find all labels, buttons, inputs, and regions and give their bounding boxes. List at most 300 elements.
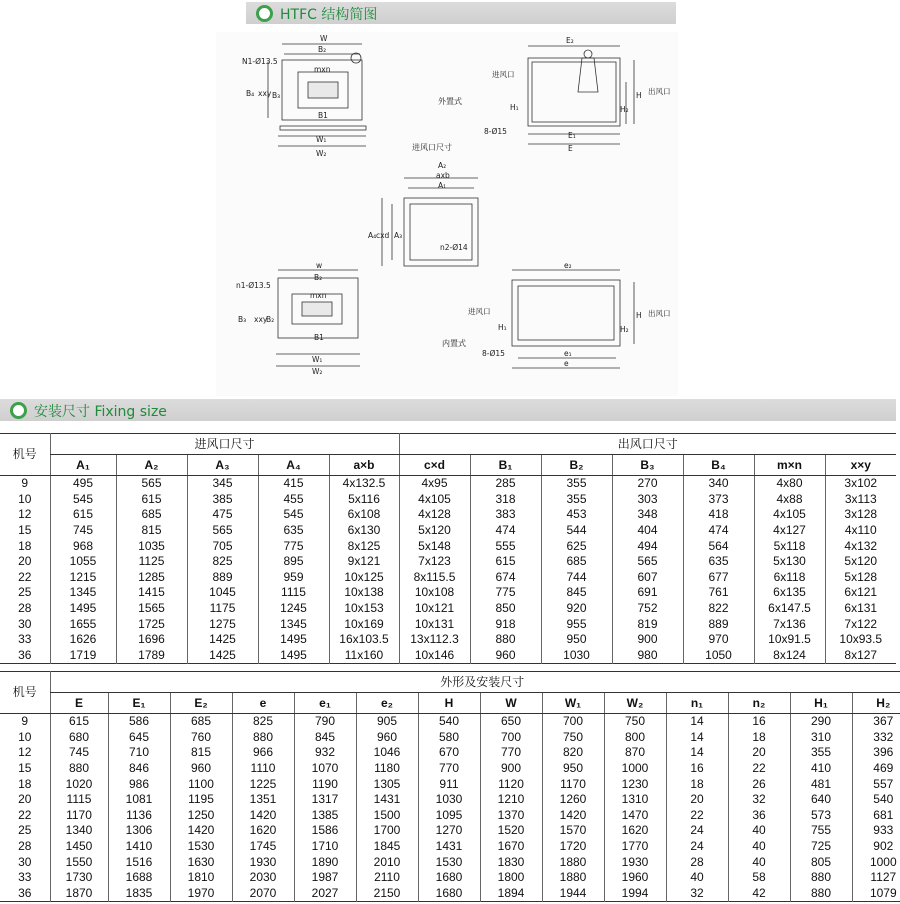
table-cell: 1045 (187, 585, 258, 601)
table-cell: 1345 (50, 585, 116, 601)
table-cell: 615 (50, 507, 116, 523)
table-cell: 932 (294, 745, 356, 761)
table-cell: 911 (418, 776, 480, 792)
table-cell: 970 (683, 632, 754, 648)
table-cell: 1565 (116, 601, 187, 617)
table-cell: 1120 (480, 776, 542, 792)
table-cell: 540 (418, 714, 480, 730)
table-cell: 565 (116, 476, 187, 492)
table-cell: 8x127 (825, 648, 896, 664)
table-cell: 1385 (294, 808, 356, 824)
dim-B2-inner: B₂ (314, 273, 323, 282)
col-header: H₂ (852, 693, 900, 714)
dim-H: H (636, 91, 642, 100)
table-cell: 1136 (108, 808, 170, 824)
table-cell: 6x147.5 (754, 601, 825, 617)
table-cell: 16 (666, 761, 728, 777)
col-header: E₂ (170, 693, 232, 714)
table-cell: 1420 (542, 808, 604, 824)
table-cell: 761 (683, 585, 754, 601)
table-cell: 1570 (542, 823, 604, 839)
table-cell: 1420 (170, 823, 232, 839)
table-cell: 355 (790, 745, 852, 761)
table-row (0, 792, 900, 808)
table-cell: 986 (108, 776, 170, 792)
machine-no-cell: 9 (21, 714, 29, 729)
table-cell: 10x121 (399, 601, 470, 617)
table-cell: 1210 (480, 792, 542, 808)
table-cell: 1930 (232, 854, 294, 870)
table-cell: 1190 (294, 776, 356, 792)
table-cell: 635 (683, 554, 754, 570)
table-cell: 625 (541, 538, 612, 554)
table-cell: 1180 (356, 761, 418, 777)
table-cell: 10x153 (329, 601, 399, 617)
table-cell: 775 (258, 538, 329, 554)
table-cell: 1994 (604, 886, 666, 902)
table-cell: 13x112.3 (399, 632, 470, 648)
circle-bullet-icon (10, 402, 27, 419)
col-header: W₂ (604, 693, 666, 714)
table-cell: 1170 (50, 808, 108, 824)
table-cell: 7x123 (399, 554, 470, 570)
table-cell: 960 (170, 761, 232, 777)
dim-B4: B₄ (246, 89, 255, 98)
machine-no-cell: 33 (18, 870, 32, 885)
table-cell: 2010 (356, 854, 418, 870)
table-cell: 725 (790, 839, 852, 855)
dim-axb: axb (436, 171, 450, 180)
table-cell: 8x125 (329, 538, 399, 554)
table-cell: 6x121 (825, 585, 896, 601)
dim-W1: W₁ (316, 135, 327, 144)
table-cell: 880 (50, 761, 108, 777)
table-cell: 1719 (50, 648, 116, 664)
dim-H1: H₁ (510, 103, 519, 112)
table-cell: 6x135 (754, 585, 825, 601)
table-cell: 1431 (418, 839, 480, 855)
table-cell: 1720 (542, 839, 604, 855)
table-cell: 1115 (258, 585, 329, 601)
table-cell: 1960 (604, 870, 666, 886)
table-cell: 270 (612, 476, 683, 492)
table-cell: 1830 (480, 854, 542, 870)
table-cell: 744 (541, 570, 612, 586)
table-cell: 564 (683, 538, 754, 554)
col-header: c×d (399, 455, 470, 476)
table-cell: 615 (50, 714, 108, 730)
table-cell: 1306 (108, 823, 170, 839)
table-cell: 8x115.5 (399, 570, 470, 586)
table-cell: 1835 (108, 886, 170, 902)
table-cell: 2030 (232, 870, 294, 886)
table-cell: 16x103.5 (329, 632, 399, 648)
table-cell: 2150 (356, 886, 418, 902)
table-cell: 790 (294, 714, 356, 730)
table-cell: 565 (612, 554, 683, 570)
table-cell: 700 (480, 730, 542, 746)
label-inlet-inner: 进风口 (468, 307, 491, 316)
col-header: H (418, 693, 480, 714)
table-cell: 825 (232, 714, 294, 730)
dim-W1-inner: W₁ (312, 355, 323, 364)
col-header: x×y (825, 455, 896, 476)
table-cell: 1425 (187, 648, 258, 664)
table-cell: 846 (108, 761, 170, 777)
table-row (0, 886, 900, 902)
table-cell: 4x88 (754, 492, 825, 508)
col-header: W (480, 693, 542, 714)
table-cell: 966 (232, 745, 294, 761)
caption-external: 外置式 (438, 97, 462, 106)
machine-no-cell: 20 (18, 792, 32, 807)
table-cell: 14 (666, 745, 728, 761)
table-cell: 24 (666, 823, 728, 839)
table-cell: 1030 (541, 648, 612, 664)
table-cell: 58 (728, 870, 790, 886)
table-cell: 5x120 (399, 523, 470, 539)
table-cell: 5x148 (399, 538, 470, 554)
table-cell: 10x91.5 (754, 632, 825, 648)
table-cell: 889 (187, 570, 258, 586)
table-cell: 691 (612, 585, 683, 601)
section-header-fixing (0, 399, 896, 421)
table-row (0, 538, 896, 554)
table-cell: 950 (542, 761, 604, 777)
table-cell: 968 (50, 538, 116, 554)
table-cell: 373 (683, 492, 754, 508)
table-cell: 880 (232, 730, 294, 746)
dim-H-inner: H (636, 311, 642, 320)
table-cell: 495 (50, 476, 116, 492)
dim-B2b-inner: B₂ (266, 315, 275, 324)
table-cell: 1170 (542, 776, 604, 792)
dim-W: W (320, 34, 328, 43)
dim-W2: W₂ (316, 149, 327, 158)
table-row (0, 854, 900, 870)
machine-no-cell: 22 (18, 807, 32, 822)
table-cell: 1810 (170, 870, 232, 886)
table-row (0, 632, 896, 648)
col-header: H₁ (790, 693, 852, 714)
machine-no-cell: 36 (18, 885, 32, 900)
table-cell: 750 (604, 714, 666, 730)
table-cell: 11x160 (329, 648, 399, 664)
table-cell: 6x108 (329, 507, 399, 523)
table-cell: 1250 (170, 808, 232, 824)
table-cell: 455 (258, 492, 329, 508)
table-row (0, 585, 896, 601)
table-cell: 14 (666, 730, 728, 746)
col-header: B₂ (541, 455, 612, 476)
table-cell: 383 (470, 507, 541, 523)
col-header: e (232, 693, 294, 714)
table-cell: 681 (852, 808, 900, 824)
table-cell: 481 (790, 776, 852, 792)
table-cell: 1696 (116, 632, 187, 648)
table-cell: 318 (470, 492, 541, 508)
dim-w: w (316, 261, 323, 270)
table-cell: 745 (50, 523, 116, 539)
table-cell: 1970 (170, 886, 232, 902)
table-cell: 1000 (852, 854, 900, 870)
table-cell: 4x132 (825, 538, 896, 554)
table-cell: 345 (187, 476, 258, 492)
table-cell: 4x127 (754, 523, 825, 539)
table-row (0, 761, 900, 777)
table-cell: 14 (666, 714, 728, 730)
table-cell: 580 (418, 730, 480, 746)
table-cell: 1930 (604, 854, 666, 870)
dim-W2-inner: W₂ (312, 367, 323, 376)
table-cell: 800 (604, 730, 666, 746)
table-cell: 1345 (258, 616, 329, 632)
table-row (0, 870, 900, 886)
table-cell: 920 (541, 601, 612, 617)
table-cell: 1310 (604, 792, 666, 808)
table-cell: 1035 (116, 538, 187, 554)
table-cell: 303 (612, 492, 683, 508)
fixing-size-table-2 (0, 671, 900, 902)
col-header: A₂ (116, 455, 187, 476)
table-cell: 28 (666, 854, 728, 870)
table-cell: 775 (470, 585, 541, 601)
table-cell: 3x113 (825, 492, 896, 508)
table-cell: 42 (728, 886, 790, 902)
table-cell: 880 (790, 886, 852, 902)
table-cell: 1550 (50, 854, 108, 870)
table-cell: 10x138 (329, 585, 399, 601)
section-header-structure (246, 2, 676, 24)
dim-B3-inner: B₃ (238, 315, 247, 324)
table-cell: 710 (108, 745, 170, 761)
table-cell: 820 (542, 745, 604, 761)
table-cell: 770 (480, 745, 542, 761)
table-cell: 815 (170, 745, 232, 761)
table-cell: 1340 (50, 823, 108, 839)
dim-B3: B₃ (272, 91, 281, 100)
table-cell: 1030 (418, 792, 480, 808)
fixing-size-table-1 (0, 433, 896, 664)
table-cell: 20 (666, 792, 728, 808)
table-cell: 1894 (480, 886, 542, 902)
table-cell: 1620 (604, 823, 666, 839)
machine-no-cell: 18 (18, 538, 32, 553)
table-cell: 32 (666, 886, 728, 902)
table-cell: 1095 (418, 808, 480, 824)
table-cell: 6x118 (754, 570, 825, 586)
table-cell: 880 (790, 870, 852, 886)
table-cell: 705 (187, 538, 258, 554)
dim-B2: B₂ (318, 45, 327, 54)
table-cell: 285 (470, 476, 541, 492)
table-cell: 1055 (50, 554, 116, 570)
table-cell: 545 (258, 507, 329, 523)
col-header: A₁ (50, 455, 116, 476)
table-cell: 750 (542, 730, 604, 746)
table-cell: 805 (790, 854, 852, 870)
table-row (0, 507, 896, 523)
table-cell: 340 (683, 476, 754, 492)
label-outlet-inner: 出风口 (648, 309, 671, 318)
table-cell: 918 (470, 616, 541, 632)
table-cell: 6x131 (825, 601, 896, 617)
structure-drawing (216, 32, 678, 396)
col-header: e₁ (294, 693, 356, 714)
table-cell: 635 (258, 523, 329, 539)
table-cell: 980 (612, 648, 683, 664)
table-cell: 565 (187, 523, 258, 539)
table-cell: 960 (356, 730, 418, 746)
table-cell: 1770 (604, 839, 666, 855)
table-cell: 10x169 (329, 616, 399, 632)
dim-A1: A₁ (438, 181, 447, 190)
table-cell: 418 (683, 507, 754, 523)
dim-mxn: mxn (314, 65, 331, 74)
table-cell: 1425 (187, 632, 258, 648)
table-cell: 475 (187, 507, 258, 523)
circle-bullet-icon (256, 5, 273, 22)
table-cell: 1730 (50, 870, 108, 886)
table-cell: 1688 (108, 870, 170, 886)
table-cell: 902 (852, 839, 900, 855)
table-cell: 40 (728, 839, 790, 855)
table-cell: 18 (728, 730, 790, 746)
dim-A2: A₂ (438, 161, 447, 170)
machine-no-cell: 36 (18, 647, 32, 662)
table-cell: 650 (480, 714, 542, 730)
table-cell: 32 (728, 792, 790, 808)
table-cell: 545 (50, 492, 116, 508)
table-cell: 396 (852, 745, 900, 761)
table-cell: 332 (852, 730, 900, 746)
table-row (0, 554, 896, 570)
table-cell: 474 (683, 523, 754, 539)
table-cell: 18 (666, 776, 728, 792)
table-cell: 1789 (116, 648, 187, 664)
table-cell: 607 (612, 570, 683, 586)
table-cell: 1305 (356, 776, 418, 792)
table-cell: 10x108 (399, 585, 470, 601)
table-cell: 36 (728, 808, 790, 824)
table-cell: 822 (683, 601, 754, 617)
group-header-outlet: 出风口尺寸 (399, 434, 896, 455)
table-row (0, 648, 896, 664)
col-header: B₁ (470, 455, 541, 476)
table-row (0, 776, 900, 792)
machine-no-cell: 20 (18, 554, 32, 569)
table-cell: 745 (50, 745, 108, 761)
table-cell: 1710 (294, 839, 356, 855)
dim-B1-inner: B1 (314, 333, 324, 342)
table-cell: 555 (470, 538, 541, 554)
table-cell: 845 (541, 585, 612, 601)
table-cell: 1100 (170, 776, 232, 792)
table-cell: 1670 (480, 839, 542, 855)
table-cell: 5x128 (825, 570, 896, 586)
label-outlet: 出风口 (648, 87, 671, 96)
table-cell: 1020 (50, 776, 108, 792)
table-cell: 469 (852, 761, 900, 777)
table-cell: 1495 (50, 601, 116, 617)
table-cell: 3x102 (825, 476, 896, 492)
table-cell: 6x130 (329, 523, 399, 539)
table-cell: 4x105 (399, 492, 470, 508)
dim-8015: 8-Ø15 (484, 127, 507, 136)
group-header-dimensions: 外形及安装尺寸 (50, 672, 900, 693)
table-cell: 1470 (604, 808, 666, 824)
machine-no-cell: 22 (18, 569, 32, 584)
col-header: e₂ (356, 693, 418, 714)
table-row (0, 839, 900, 855)
table-cell: 586 (108, 714, 170, 730)
table-cell: 5x130 (754, 554, 825, 570)
table-row (0, 476, 896, 492)
table-cell: 674 (470, 570, 541, 586)
table-cell: 685 (541, 554, 612, 570)
table-cell: 815 (116, 523, 187, 539)
table-cell: 1880 (542, 870, 604, 886)
table-cell: 2070 (232, 886, 294, 902)
dim-N1: N1-Ø13.5 (242, 57, 278, 66)
table-cell: 1800 (480, 870, 542, 886)
col-header: a×b (329, 455, 399, 476)
table-cell: 1680 (418, 870, 480, 886)
caption-internal: 内置式 (442, 339, 466, 348)
table-cell: 1125 (116, 554, 187, 570)
table-cell: 615 (470, 554, 541, 570)
table-cell: 1175 (187, 601, 258, 617)
dim-A3: A₃ (394, 231, 403, 240)
col-header: B₄ (683, 455, 754, 476)
col-header: A₃ (187, 455, 258, 476)
table-cell: 685 (170, 714, 232, 730)
machine-no-cell: 12 (18, 507, 32, 522)
table-cell: 1195 (170, 792, 232, 808)
table-cell: 1745 (232, 839, 294, 855)
group-header-inlet: 进风口尺寸 (50, 434, 399, 455)
table-cell: 5x116 (329, 492, 399, 508)
table-cell: 1115 (50, 792, 108, 808)
col-header: E₁ (108, 693, 170, 714)
table-cell: 7x136 (754, 616, 825, 632)
table-row (0, 570, 896, 586)
table-cell: 367 (852, 714, 900, 730)
table-cell: 494 (612, 538, 683, 554)
table-cell: 950 (541, 632, 612, 648)
table-cell: 1890 (294, 854, 356, 870)
table-cell: 677 (683, 570, 754, 586)
dim-B1: B1 (318, 111, 328, 120)
table-cell: 1215 (50, 570, 116, 586)
dim-8015-inner: 8-Ø15 (482, 349, 505, 358)
table-cell: 1516 (108, 854, 170, 870)
table-cell: 1070 (294, 761, 356, 777)
table-cell: 7x122 (825, 616, 896, 632)
col-header: m×n (754, 455, 825, 476)
col-header: W₁ (542, 693, 604, 714)
col-header-machine-no: 机号 (0, 434, 50, 476)
dim-n1: n1-Ø13.5 (236, 281, 271, 290)
table-cell: 1530 (418, 854, 480, 870)
table-cell: 1270 (418, 823, 480, 839)
table-cell: 1495 (258, 632, 329, 648)
table-cell: 385 (187, 492, 258, 508)
table-cell: 22 (666, 808, 728, 824)
table-cell: 557 (852, 776, 900, 792)
col-header: E (50, 693, 108, 714)
section-title: 安装尺寸 Fixing size (34, 404, 167, 420)
